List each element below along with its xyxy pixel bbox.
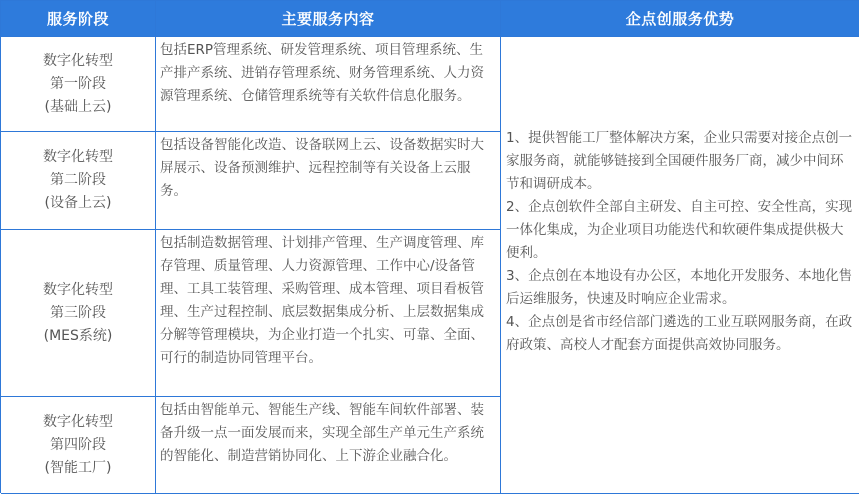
stage-cell-2 [1, 132, 156, 230]
stage-4-line-2: 第四阶段 [50, 436, 106, 453]
stage-cell-3 [1, 230, 156, 397]
advantage-item-3: 3、企点创在本地设有办公区，本地化开发服务、本地化售后运维服务，快速及时响应企业需求。 [506, 268, 853, 307]
stage-cell-4 [1, 397, 156, 494]
stage-1-line-2: 第一阶段 [50, 75, 106, 92]
header-content: 主要服务内容 [156, 1, 501, 37]
stage-2-line-3: (设备上云) [44, 195, 112, 211]
stage-1-line-1: 数字化转型 [43, 52, 113, 69]
advantage-item-2: 2、企点创软件全部自主研发、自主可控、安全性高，实现一体化集成，为企业项目功能迭代和软硬件集成提供极大便利。 [506, 199, 853, 261]
stage-4-line-3: (智能工厂) [44, 459, 112, 476]
advantages-cell [501, 37, 859, 494]
stage-1-line-3: (基础上云) [44, 98, 112, 115]
header-stage: 服务阶段 [1, 1, 156, 37]
stage-3-line-2: 第三阶段 [50, 304, 106, 321]
advantage-item-1: 1、提供智能工厂整体解决方案，企业只需要对接企点创一家服务商，就能够链接到全国硬件服务厂商，减少中间环节和调研成本。 [506, 130, 853, 192]
stage-3-line-3: (MES系统) [43, 327, 113, 344]
stage-2-line-2: 第二阶段 [50, 172, 106, 188]
header-advantage: 企点创服务优势 [501, 1, 859, 37]
stage-cell-1 [1, 37, 156, 132]
content-cell-3: 包括制造数据管理、计划排产管理、生产调度管理、库存管理、质量管理、人力资源管理、工作中心/设备管理、工具工装管理、采购管理、成本管理、项目看板管理、生产过程控制、底层数据集成分析、上层数据集成分解等管理模块，为企业打造一个扎实、可靠、全面、可行的制造协同管理平台。 [156, 230, 501, 397]
advantage-item-4: 4、企点创是省市经信部门遴选的工业互联网服务商，在政府政策、高校人才配套方面提供高效协同服务。 [506, 314, 853, 353]
content-cell-4: 包括由智能单元、智能生产线、智能车间软件部署、装备升级一点一面发展而来，实现全部生产单元生产系统的智能化、制造营销协同化、上下游企业融合化。 [156, 397, 501, 494]
content-cell-1: 包括ERP管理系统、研发管理系统、项目管理系统、生产排产系统、进销存管理系统、财务管理系统、人力资源管理系统、仓储管理系统等有关软件信息化服务。 [156, 37, 501, 132]
content-cell-2: 包括设备智能化改造、设备联网上云、设备数据实时大屏展示、设备预测维护、远程控制等有关设备上云服务。 [156, 132, 501, 230]
stage-3-line-1: 数字化转型 [43, 281, 113, 298]
stage-4-line-1: 数字化转型 [43, 413, 113, 430]
stage-2-line-1: 数字化转型 [43, 149, 113, 165]
